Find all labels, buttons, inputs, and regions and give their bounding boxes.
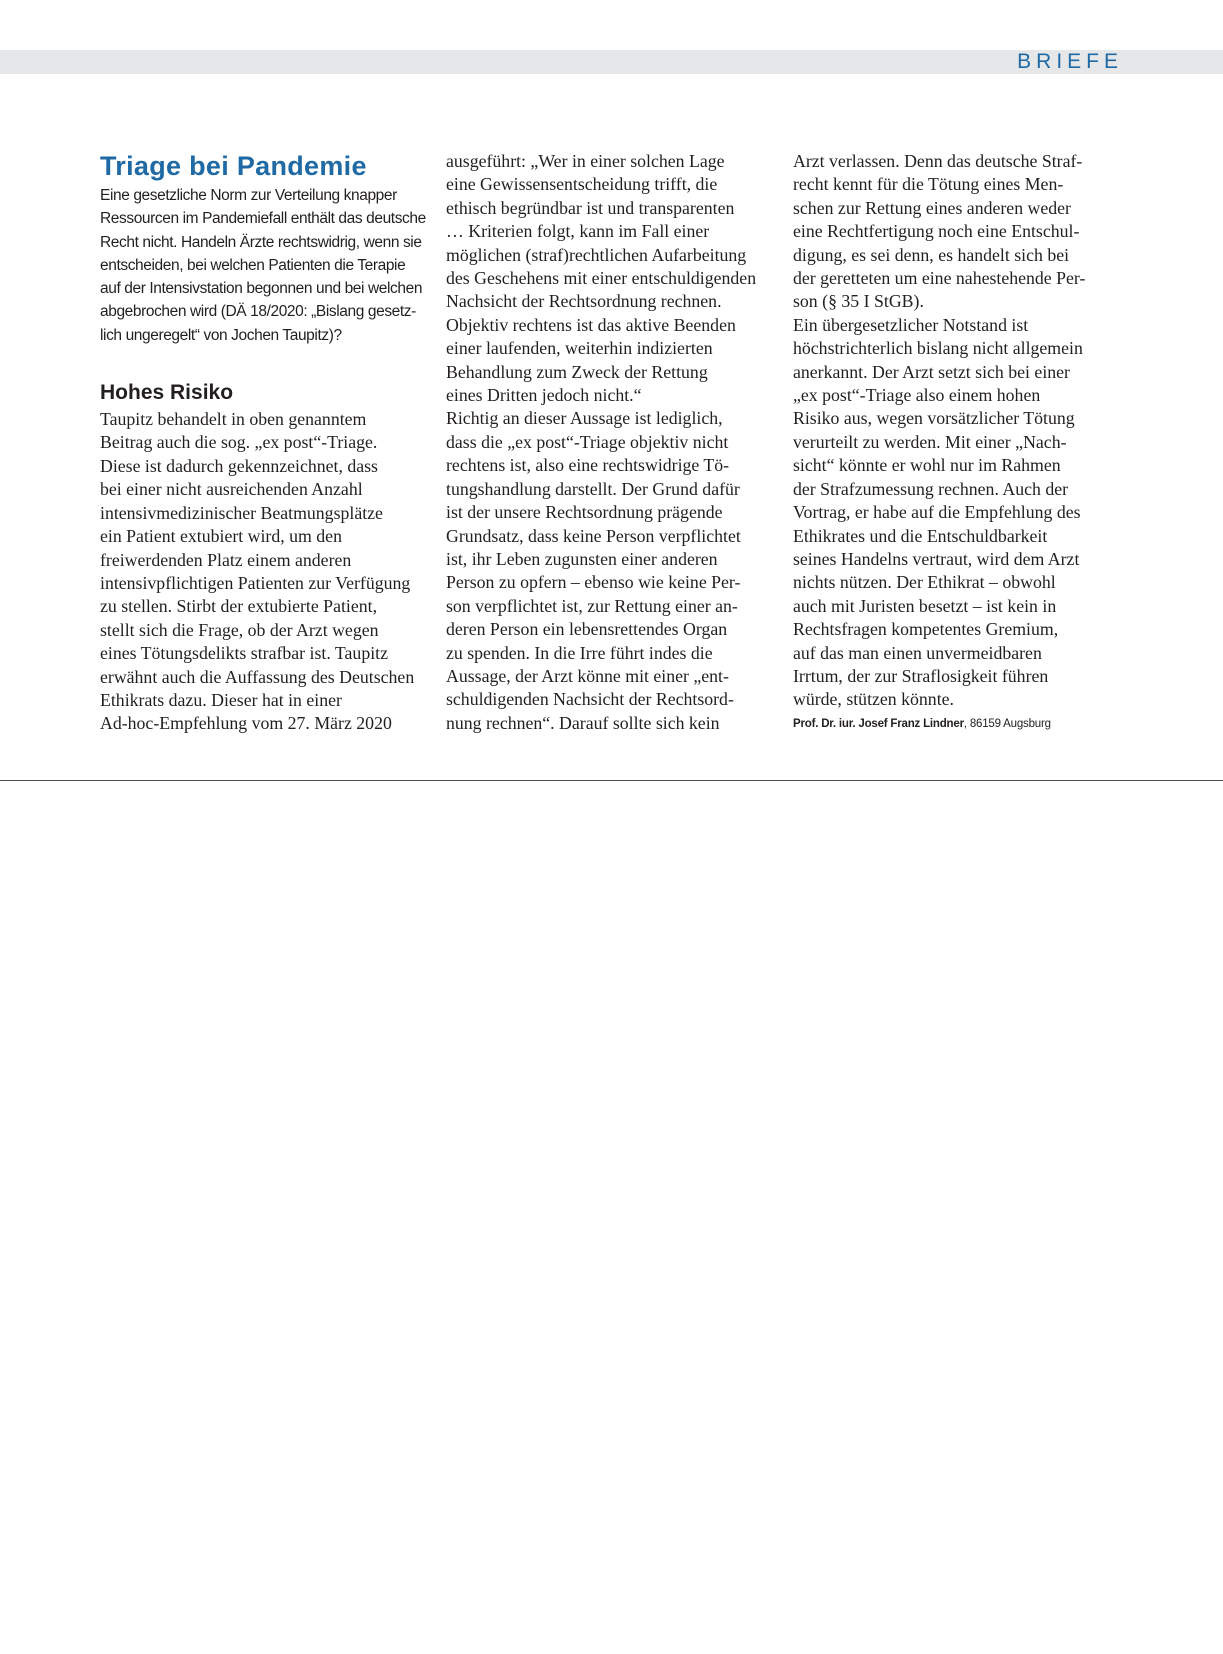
bottom-divider (0, 780, 1223, 781)
author-name: Prof. Dr. iur. Josef Franz Lindner (793, 717, 964, 730)
column-3 (793, 150, 1123, 734)
author-location: , 86159 Augsburg (963, 717, 1051, 730)
column-2-text: ausgeführt: „Wer in einer solchen Lage eine Gewissensentscheidung trifft, die ethisch begründbar ist und transparenten … Kriterien folgt, kann im Fall einer möglichen (straf)rechtlichen Aufarbeitung des Geschehens mit einer entschuldigenden Nachsicht der Rechtsordnung rechnen. Objektiv rechtens ist das aktive Beenden einer laufenden, weiterhin indizierten Behandlung zum Zweck der Rettung eines Dritten jedoch nicht.“ Richtig an dieser Aussage ist lediglich, dass die „ex post“-Triage objektiv nicht rechtens ist, also eine rechtswidrige Tö- tungshandlung darstellt. Der Grund dafür ist der unsere Rechtsordnung prägende Grundsatz, dass keine Person verpflichtet ist, ihr Leben zugunsten einer anderen Person zu opfern – ebenso wie keine Per- son verpflichtet ist, zur Rettung einer an- deren Person ein lebensrettendes Organ zu spenden. In die Irre führt indes die Aussage, der Arzt könne mit einer „ent- schuldigenden Nachsicht der Rechtsord- nung rechnen“. Darauf sollte sich kein (446, 151, 757, 733)
author-signature (793, 714, 1123, 734)
article-subhead: Hohes Risiko (100, 381, 234, 405)
column-1 (100, 150, 430, 736)
article-lead: Eine gesetzliche Norm zur Verteilung knapper Ressourcen im Pandemiefall enthält das deutsche Recht nicht. Handeln Ärzte rechtswidrig, wenn sie entscheiden, bei welchen Patienten die Terapie auf der Intensivstation begonnen und bei welchen abgebrochen wird (DÄ 18/2020: „Bislang gesetz- lich ungeregelt“ von Jochen Taupitz)? (100, 187, 426, 344)
column-3-text: Arzt verlassen. Denn das deutsche Straf- recht kennt für die Tötung eines Men- schen zur Rettung eines anderen weder eine Rechtfertigung noch eine Entschul- digung, es sei denn, es handelt sich bei der geretteten um eine nahestehende Per- son (§ 35 I StGB). Ein übergesetzlicher Notstand ist höchstrichterlich bislang nicht allgemein anerkannt. Der Arzt setzt sich bei einer „ex post“-Triage also einem hohen Risiko aus, wegen vorsätzlicher Tötung verurteilt zu werden. Mit einer „Nach- sicht“ könnte er wohl nur im Rahmen der Strafzumessung rechnen. Auch der Vortrag, er habe auf die Empfehlung des Ethikrates und die Entschuldbarkeit seines Handelns vertraut, wird dem Arzt nichts nützen. Der Ethikrat – obwohl auch mit Juristen besetzt – ist kein in Rechtsfragen kompetentes Gremium, auf das man einen unvermeidbaren Irrtum, der zur Straflosigkeit führen würde, stützen könnte. (793, 151, 1086, 710)
column-1-text: Taupitz behandelt in oben genanntem Beitrag auch die sog. „ex post“-Triage. Diese ist dadurch gekennzeichnet, dass bei einer nicht ausreichenden Anzahl intensivmedizinischer Beatmungsplätze ein Patient extubiert wird, um den freiwerdenden Platz einem anderen intensivpflichtigen Patienten zur Verfügung zu stellen. Stirbt der extubierte Patient, stellt sich die Frage, ob der Arzt wegen eines Tötungsdelikts strafbar ist. Taupitz erwähnt auch die Auffassung des Deutschen Ethikrats dazu. Dieser hat in einer Ad-hoc-Empfehlung vom 27. März 2020 (100, 409, 415, 734)
article-title: Triage bei Pandemie (100, 151, 367, 181)
column-2 (446, 150, 776, 735)
section-label: BRIEFE (1017, 50, 1123, 73)
